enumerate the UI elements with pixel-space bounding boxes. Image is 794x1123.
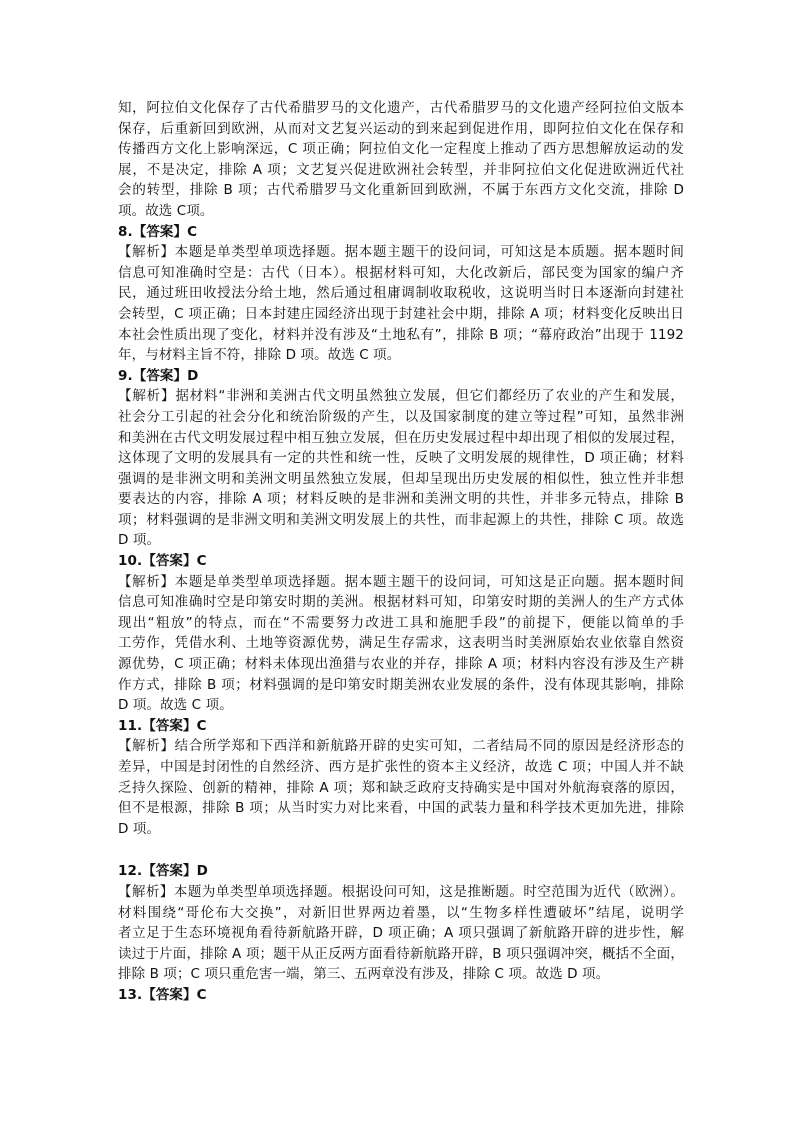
answer-heading: 9.【答案】D xyxy=(118,367,199,384)
answer-heading: 8.【答案】C xyxy=(118,223,198,240)
text-line: D 项。故选 C 项。 xyxy=(118,697,233,714)
analysis-paragraph xyxy=(118,882,684,985)
text-line: 现出“粗放”的特点，而在“不需要努力改进工具和施肥手段”的前提下，便能以简单的手 xyxy=(118,614,684,631)
text-line: 保存，后重新回到欧洲，从而对文艺复兴运动的到来起到促进作用，即阿拉伯文化在保存和 xyxy=(118,120,684,137)
text-line: 源优势，C 项正确；材料未体现出渔猎与农业的并存，排除 A 项；材料内容没有涉及生产耕 xyxy=(118,656,684,673)
text-line: 读过于片面，排除 A 项；题干从正反两方面看待新航路开辟，B 项只强调冲突，概括不全面， xyxy=(118,945,684,962)
text-line: 知，阿拉伯文化保存了古代希腊罗马的文化遗产，古代希腊罗马的文化遗产经阿拉伯文版本 xyxy=(118,100,684,116)
text-line: 这体现了文明的发展具有一定的共性和统一性，反映了文明发展的规律性，D 项正确；材料 xyxy=(118,450,684,467)
text-line: 强调的是非洲文明和美洲文明虽然独立发展，但却呈现出历史发展的相似性，独立性并非想 xyxy=(118,470,684,487)
document-page xyxy=(118,98,684,1006)
text-line: 信息可知准确时空是印第安时期的美洲。根据材料可知，印第安时期的美洲人的生产方式体 xyxy=(118,594,684,611)
text-line: 材料围绕“哥伦布大交换”，对新旧世界两边着墨，以“生物多样性遭破坏”结尾，说明学 xyxy=(118,904,684,921)
text-line: 会的转型，排除 B 项；古代希腊罗马文化重新回到欧洲，不属于东西方文化交流，排除 D xyxy=(118,182,684,199)
text-line: 社会分工引起的社会分化和统治阶级的产生，以及国家制度的建立等过程”可知，虽然非洲 xyxy=(118,408,684,425)
text-line: 要表达的内容，排除 A 项；材料反映的是非洲和美洲文明的共性，并非多元特点，排除 B xyxy=(118,491,684,508)
text-line: 传播西方文化上影响深远，C 项正确；阿拉伯文化一定程度上推动了西方思想解放运动的发 xyxy=(118,141,684,158)
answer-heading: 11.【答案】C xyxy=(118,717,207,734)
text-line: 民，通过班田收授法分给土地，然后通过租庸调制收取税收，这说明当时日本逐渐向封建社 xyxy=(118,285,684,302)
text-line: 【解析】据材料“非洲和美洲古代文明虽然独立发展，但它们都经历了农业的产生和发展， xyxy=(118,388,684,405)
blank-line xyxy=(118,839,684,861)
answer-heading: 12.【答案】D xyxy=(118,863,208,880)
text-line: 本社会性质出现了变化，材料并没有涉及“土地私有”，排除 B 项；“幕府政治”出现于 1192 xyxy=(118,326,684,343)
text-line: 年，与材料主旨不符，排除 D 项。故选 C 项。 xyxy=(118,347,401,364)
text-line: 排除 B 项；C 项只重危害一端，第三、五两章没有涉及，排除 C 项。故选 D 项。 xyxy=(118,966,610,983)
text-line: 【解析】本题是单类型单项选择题。据本题主题干的设问词，可知这是本质题。据本题时间 xyxy=(118,244,684,261)
text-line: 者立足于生态环境视角看待新航路开辟，D 项正确；A 项只强调了新航路开辟的进步性，解 xyxy=(118,925,684,942)
text-line: 项。故选 C项。 xyxy=(118,202,214,219)
text-line: 信息可知准确时空是：古代（日本）。根据材料可知，大化改新后，部民变为国家的编户齐 xyxy=(118,264,684,281)
text-line: 乏持久探险、创新的精神，排除 A 项；郑和缺乏政府支持确实是中国对外航海衰落的原因， xyxy=(118,779,684,796)
text-line: 作方式，排除 B 项；材料强调的是印第安时期美洲农业发展的条件，没有体现其影响，排除 xyxy=(118,676,684,693)
text-line: 展，不是决定，排除 A 项；文艺复兴促进欧洲社会转型，并非阿拉伯文化促进欧洲近代社 xyxy=(118,161,684,178)
analysis-paragraph xyxy=(118,572,684,716)
analysis-paragraph xyxy=(118,242,684,366)
text-line: 项；材料强调的是非洲文明和美洲文明发展上的共性，而非起源上的共性，排除 C 项。故选 xyxy=(118,511,684,528)
text-line: 会转型，C 项正确；日本封建庄园经济出现于封建社会中期，排除 A 项；材料变化反映出日 xyxy=(118,305,684,322)
text-line: D 项。 xyxy=(118,532,161,549)
answer-heading: 13.【答案】C xyxy=(118,986,207,1003)
text-line: 【解析】本题为单类型单项选择题。根据设问可知，这是推断题。时空范围为近代（欧洲）。 xyxy=(118,883,684,900)
paragraph xyxy=(118,98,684,222)
text-line: 和美洲在古代文明发展过程中相互独立发展，但在历史发展过程中却出现了相似的发展过程， xyxy=(118,429,684,446)
text-line: D 项。 xyxy=(118,820,161,837)
text-line: 但不是根源，排除 B 项；从当时实力对比来看，中国的武装力量和科学技术更加先进，排除 xyxy=(118,800,684,817)
analysis-paragraph xyxy=(118,736,684,839)
answer-heading: 10.【答案】C xyxy=(118,553,207,570)
text-line: 工劳作，凭借水利、土地等资源优势，满足生存需求，这表明当时美洲原始农业依靠自然资 xyxy=(118,635,684,652)
text-line: 【解析】本题是单类型单项选择题。据本题主题干的设问词，可知这是正向题。据本题时间 xyxy=(118,573,684,590)
text-line: 【解析】结合所学郑和下西洋和新航路开辟的史实可知，二者结局不同的原因是经济形态的 xyxy=(118,738,684,755)
analysis-paragraph xyxy=(118,386,684,551)
text-line: 差异，中国是封闭性的自然经济、西方是扩张性的资本主义经济，故选 C 项；中国人并不缺 xyxy=(118,759,684,775)
